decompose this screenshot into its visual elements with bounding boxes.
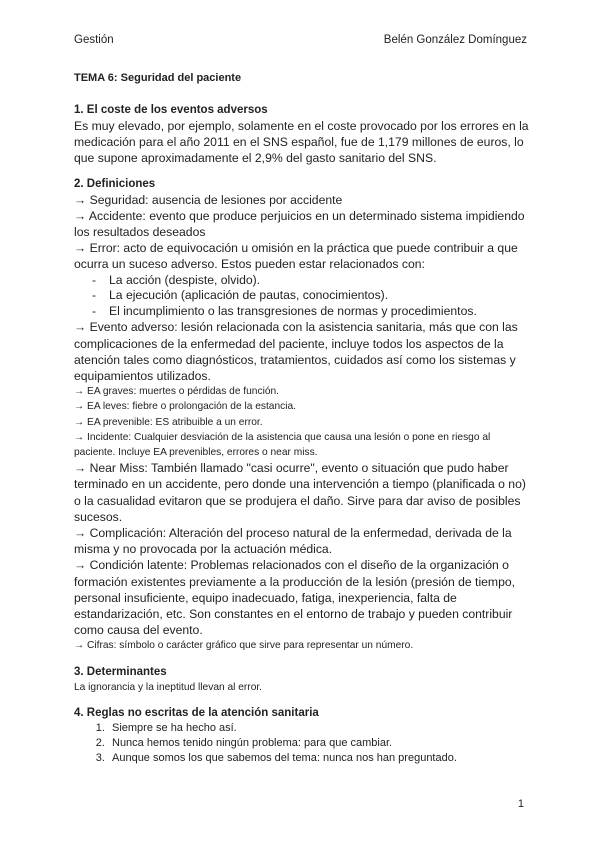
section-1-body: Es muy elevado, por ejemplo, solamente en el coste provocado por los errores en la medicación para el año 2011 en el SNS español, fue de 1,179 millones de euros, lo que supone aproximadamente el 2,9% del gasto sanitario del SNS. <box>74 119 529 166</box>
list-item: 3. Aunque somos los que sabemos del tema: nunca nos han preguntado. <box>108 751 530 766</box>
definition-complicacion: → Complicación: Alteración del proceso natural de la enfermedad, derivada de la misma y no provocada por la actuación médica. <box>74 526 512 557</box>
list-item: - El incumplimiento o las transgresiones de normas y procedimientos. <box>92 304 530 320</box>
definition-near-miss: → Near Miss: También llamado "casi ocurre", evento o situación que pudo haber terminado en un accidente, pero donde una intervención a tiempo (planificada o no) o la casualidad evitaron que se produjera el daño. Sirve para dar aviso de posibles sucesos. <box>74 461 526 524</box>
rules-list <box>74 721 530 766</box>
definition-seguridad: → Seguridad: ausencia de lesiones por accidente <box>74 192 343 207</box>
list-item: - La acción (despiste, olvido). <box>92 273 530 289</box>
section-4-heading: 4. Reglas no escritas de la atención sanitaria <box>74 706 319 719</box>
section-2-heading: 2. Definiciones <box>74 177 156 190</box>
definition-accidente: → Accidente: evento que produce perjuicios en un determinado sistema impidiendo los resultados deseados <box>74 208 525 240</box>
header-subject: Gestión <box>74 34 114 46</box>
page-number: 1 <box>517 798 524 810</box>
list-item: - La ejecución (aplicación de pautas, conocimientos). <box>92 288 530 304</box>
section-3-heading: 3. Determinantes <box>74 665 167 678</box>
section-1-heading: 1. El coste de los eventos adversos <box>74 104 268 116</box>
definition-evento-adverso: → Evento adverso: lesión relacionada con la asistencia sanitaria, más que con las complicaciones de la enfermedad del paciente, incluye todos los aspectos de la atención tales como diagnósticos, tratamientos, cuidados así como los sistemas y equipamientos utilizados. <box>74 320 518 384</box>
definition-error: → Error: acto de equivocación u omisión en la práctica que puede contribuir a que ocurra un suceso adverso. Estos pueden estar relacionados con: <box>74 241 518 272</box>
document-body <box>74 70 530 766</box>
error-causes-list <box>74 273 530 320</box>
header-author: Belén González Domínguez <box>383 34 527 46</box>
list-item: 2. Nunca hemos tenido ningún problema: para que cambiar. <box>108 736 530 751</box>
page-header <box>74 34 527 50</box>
document-title: TEMA 6: Seguridad del paciente <box>74 72 242 84</box>
list-item: 1. Siempre se ha hecho así. <box>108 721 530 736</box>
definition-ea-leves: → EA leves: fiebre o prolongación de la estancia. <box>74 401 296 413</box>
definition-condicion-latente: → Condición latente: Problemas relacionados con el diseño de la organización o formación existentes previamente a la producción de la lesión (presión de tiempo, personal insuficiente, equipo inadecuado, fatiga, inexperiencia, falta de estandarización, etc. Son constantes en el entorno de trabajo y pueden contribuir como causa del evento. <box>74 558 516 638</box>
definition-ea-prevenible: → EA prevenible: ES atribuible a un error. <box>74 416 263 428</box>
definition-incidente: → Incidente: Cualquier desviación de la asistencia que causa una lesión o pone en riesgo al paciente. Incluye EA prevenibles, errores o near miss. <box>74 431 491 459</box>
definition-ea-graves: → EA graves: muertes o pérdidas de función. <box>74 386 279 398</box>
definition-cifras: → Cifras: símbolo o carácter gráfico que sirve para representar un número. <box>74 640 414 652</box>
section-3-body: La ignorancia y la ineptitud llevan al error. <box>74 681 263 693</box>
